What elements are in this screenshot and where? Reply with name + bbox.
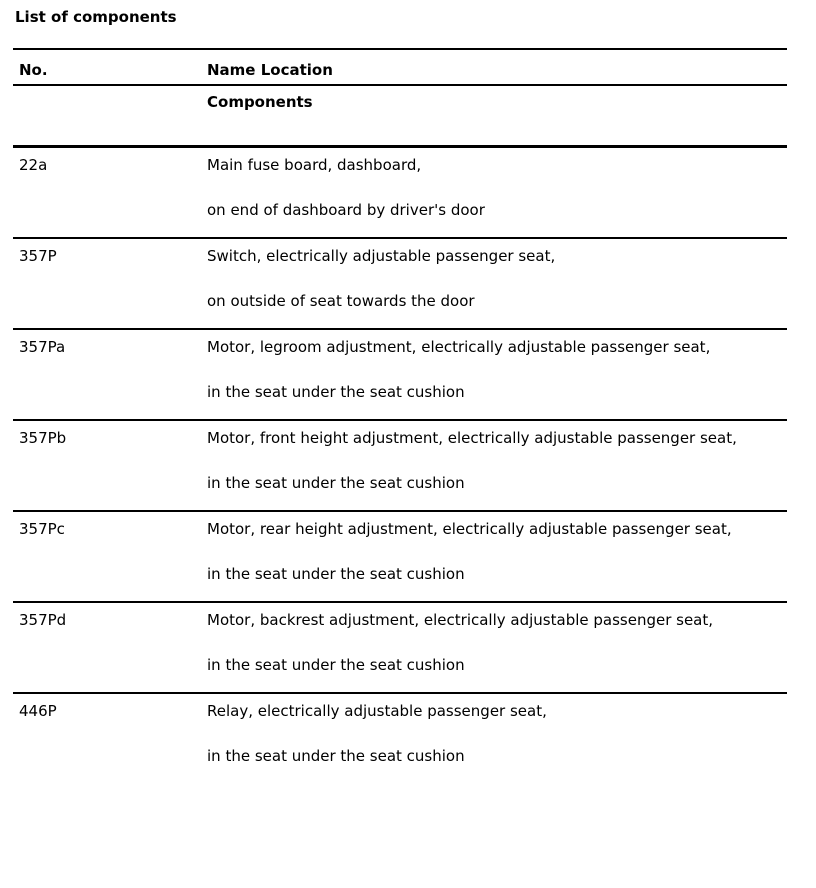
component-location: on end of dashboard by driver's door: [207, 201, 485, 219]
table-header: [13, 48, 787, 86]
table-row: [13, 239, 787, 330]
table-row: [13, 421, 787, 512]
component-description: [207, 330, 787, 419]
component-description: [207, 148, 787, 237]
table-body: [13, 148, 787, 783]
component-description: [207, 512, 787, 601]
column-header-no: No.: [19, 61, 48, 79]
component-name: Motor, backrest adjustment, electrically adjustable passenger seat,: [207, 611, 714, 629]
table-row: [13, 148, 787, 239]
component-number: 22a: [19, 156, 48, 174]
component-location: in the seat under the seat cushion: [207, 656, 465, 674]
table-row: [13, 603, 787, 694]
component-name: Motor, front height adjustment, electrically adjustable passenger seat,: [207, 429, 737, 447]
table-row: [13, 694, 787, 783]
component-location: in the seat under the seat cushion: [207, 474, 465, 492]
component-location: in the seat under the seat cushion: [207, 565, 465, 583]
component-number: 357Pb: [19, 429, 67, 447]
component-number: 357Pa: [19, 338, 66, 356]
component-description: [207, 694, 787, 783]
subheading-components: Components: [207, 93, 313, 111]
component-description: [207, 239, 787, 328]
component-name: Relay, electrically adjustable passenger seat,: [207, 702, 547, 720]
component-name: Motor, rear height adjustment, electrically adjustable passenger seat,: [207, 520, 732, 538]
table-row: [13, 330, 787, 421]
component-number: 357Pd: [19, 611, 67, 629]
table-subheading: [13, 86, 787, 148]
component-location: in the seat under the seat cushion: [207, 747, 465, 765]
components-table: [13, 48, 787, 783]
page-title: List of components: [15, 8, 177, 26]
component-name: Motor, legroom adjustment, electrically adjustable passenger seat,: [207, 338, 711, 356]
component-name: Main fuse board, dashboard,: [207, 156, 422, 174]
component-name: Switch, electrically adjustable passenger seat,: [207, 247, 556, 265]
component-location: in the seat under the seat cushion: [207, 383, 465, 401]
component-number: 446P: [19, 702, 57, 720]
component-description: [207, 603, 787, 692]
table-row: [13, 512, 787, 603]
component-number: 357P: [19, 247, 57, 265]
component-location: on outside of seat towards the door: [207, 292, 475, 310]
component-number: 357Pc: [19, 520, 65, 538]
column-header-name-location: Name Location: [207, 61, 333, 79]
component-description: [207, 421, 787, 510]
